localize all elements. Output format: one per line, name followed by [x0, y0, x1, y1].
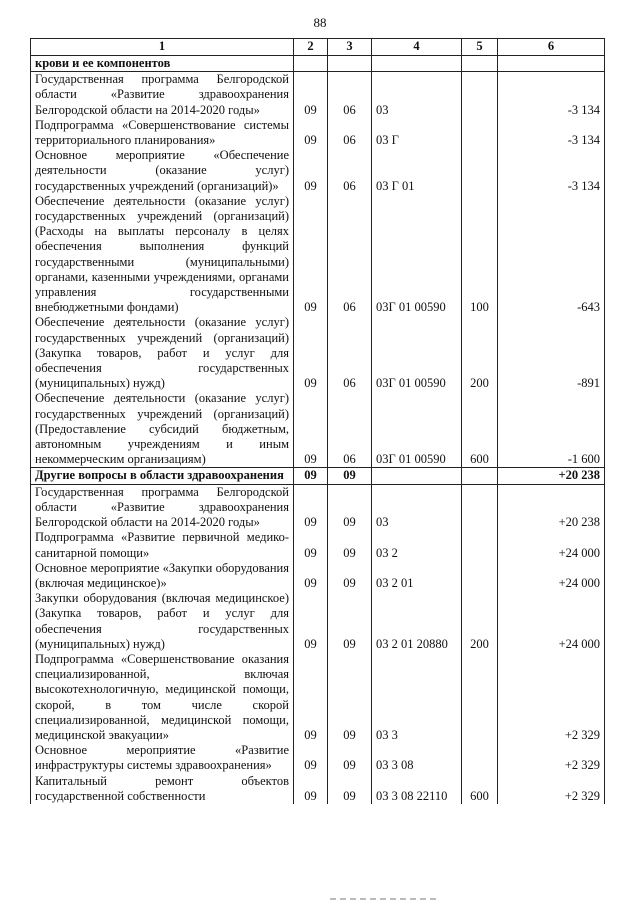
row-target-article: 03 3: [372, 652, 462, 743]
row-expense-type: [462, 530, 498, 560]
row-target-article: 03 2: [372, 530, 462, 560]
table-row: [31, 774, 605, 804]
row-amount: +2 329: [498, 652, 605, 743]
table-row: [31, 391, 605, 468]
row-section: 09: [294, 743, 328, 773]
row-section: 09: [294, 652, 328, 743]
table-row: [31, 530, 605, 560]
row-section: 09: [294, 315, 328, 391]
row-subsection: 06: [328, 391, 372, 468]
row-amount: +2 329: [498, 774, 605, 804]
row-name: Подпрограмма «Совершенствование системы территориального планирования»: [31, 118, 294, 148]
row-expense-type: [462, 484, 498, 530]
row-amount: -3 134: [498, 118, 605, 148]
row-section: 09: [294, 118, 328, 148]
row-name: крови и ее компонентов: [31, 56, 294, 72]
row-name: Подпрограмма «Совершенствование оказания специализированной, включая высокотехнологичную, медицинской помощи, скорой, в том числе скорой специализированной, медицинской помощи, медицинской эвакуации»: [31, 652, 294, 743]
row-section: 09: [294, 591, 328, 652]
row-expense-type: 200: [462, 591, 498, 652]
row-expense-type: 100: [462, 194, 498, 316]
row-expense-type: [462, 148, 498, 194]
table-row: [31, 743, 605, 773]
row-amount: +2 329: [498, 743, 605, 773]
row-section: 09: [294, 530, 328, 560]
row-amount: +20 238: [498, 468, 605, 484]
row-target-article: 03 2 01 20880: [372, 591, 462, 652]
row-target-article: 03 Г: [372, 118, 462, 148]
row-section: 09: [294, 468, 328, 484]
row-section: 09: [294, 391, 328, 468]
table-row: [31, 652, 605, 743]
row-amount: +24 000: [498, 561, 605, 591]
row-expense-type: [462, 468, 498, 484]
row-target-article: 03Г 01 00590: [372, 391, 462, 468]
row-name: Основное мероприятие «Обеспечение деятельности (оказание услуг) государственных учреждений (организаций)»: [31, 148, 294, 194]
column-header: 4: [372, 39, 462, 56]
row-expense-type: [462, 118, 498, 148]
column-header: 3: [328, 39, 372, 56]
table-row: [31, 118, 605, 148]
row-expense-type: 600: [462, 774, 498, 804]
row-expense-type: [462, 72, 498, 118]
row-target-article: 03 Г 01: [372, 148, 462, 194]
row-amount: +24 000: [498, 591, 605, 652]
row-target-article: 03: [372, 72, 462, 118]
row-name: Обеспечение деятельности (оказание услуг) государственных учреждений (организаций) (Закупка товаров, работ и услуг для обеспечения государственных (муниципальных) нужд): [31, 315, 294, 391]
row-target-article: 03 3 08: [372, 743, 462, 773]
row-subsection: 06: [328, 118, 372, 148]
row-amount: -891: [498, 315, 605, 391]
scan-artifact: [330, 898, 440, 900]
row-amount: -1 600: [498, 391, 605, 468]
row-section: 09: [294, 72, 328, 118]
row-subsection: 09: [328, 652, 372, 743]
table-row: [31, 148, 605, 194]
column-header: 2: [294, 39, 328, 56]
page-number: 88: [313, 15, 327, 30]
row-subsection: 06: [328, 72, 372, 118]
row-expense-type: [462, 561, 498, 591]
row-subsection: 09: [328, 774, 372, 804]
row-name: Основное мероприятие «Закупки оборудования (включая медицинское)»: [31, 561, 294, 591]
row-section: 09: [294, 148, 328, 194]
table-row: [31, 468, 605, 484]
row-subsection: 06: [328, 148, 372, 194]
row-expense-type: 600: [462, 391, 498, 468]
row-name: Государственная программа Белгородской области «Развитие здравоохранения Белгородской области на 2014-2020 годы»: [31, 72, 294, 118]
row-section: 09: [294, 774, 328, 804]
row-target-article: 03Г 01 00590: [372, 315, 462, 391]
row-section: 09: [294, 484, 328, 530]
row-name: Подпрограмма «Развитие первичной медико-санитарной помощи»: [31, 530, 294, 560]
row-section: 09: [294, 194, 328, 316]
column-header: 5: [462, 39, 498, 56]
row-target-article: 03: [372, 484, 462, 530]
table-row: [31, 72, 605, 118]
table-row: [31, 561, 605, 591]
row-section: 09: [294, 561, 328, 591]
row-subsection: 09: [328, 484, 372, 530]
row-name: Закупки оборудования (включая медицинское) (Закупка товаров, работ и услуг для обеспечения государственных (муниципальных) нужд): [31, 591, 294, 652]
row-amount: +20 238: [498, 484, 605, 530]
row-subsection: 09: [328, 591, 372, 652]
table-row: [31, 194, 605, 316]
row-target-article: [372, 468, 462, 484]
row-target-article: 03 2 01: [372, 561, 462, 591]
row-target-article: [372, 56, 462, 72]
row-subsection: 09: [328, 530, 372, 560]
row-expense-type: [462, 56, 498, 72]
row-expense-type: [462, 652, 498, 743]
row-subsection: [328, 56, 372, 72]
table-header-row: [31, 39, 605, 56]
budget-table: [30, 38, 605, 804]
row-subsection: 09: [328, 743, 372, 773]
row-name: Другие вопросы в области здравоохранения: [31, 468, 294, 484]
row-expense-type: 200: [462, 315, 498, 391]
table-row: [31, 484, 605, 530]
row-amount: +24 000: [498, 530, 605, 560]
row-name: Государственная программа Белгородской области «Развитие здравоохранения Белгородской области на 2014-2020 годы»: [31, 484, 294, 530]
table-row: [31, 315, 605, 391]
row-name: Обеспечение деятельности (оказание услуг) государственных учреждений (организаций) (Предоставление субсидий бюджетным, автономным учреждениям и иным некоммерческим организациям): [31, 391, 294, 468]
row-name: Обеспечение деятельности (оказание услуг) государственных учреждений (организаций) (Расходы на выплаты персоналу в целях обеспечения выполнения функций государственными (муниципальными) органами, казенными учреждениями, органами управления государственными внебюджетными фондами): [31, 194, 294, 316]
row-subsection: 06: [328, 194, 372, 316]
column-header: 6: [498, 39, 605, 56]
row-amount: -643: [498, 194, 605, 316]
table-row: [31, 591, 605, 652]
table-body: [31, 56, 605, 804]
row-subsection: 09: [328, 561, 372, 591]
row-expense-type: [462, 743, 498, 773]
row-section: [294, 56, 328, 72]
row-amount: -3 134: [498, 72, 605, 118]
column-header: 1: [31, 39, 294, 56]
table-row: [31, 56, 605, 72]
row-subsection: 09: [328, 468, 372, 484]
row-subsection: 06: [328, 315, 372, 391]
row-name: Основное мероприятие «Развитие инфраструктуры системы здравоохранения»: [31, 743, 294, 773]
row-target-article: 03Г 01 00590: [372, 194, 462, 316]
row-amount: [498, 56, 605, 72]
row-name: Капитальный ремонт объектов государственной собственности: [31, 774, 294, 804]
row-amount: -3 134: [498, 148, 605, 194]
row-target-article: 03 3 08 22110: [372, 774, 462, 804]
